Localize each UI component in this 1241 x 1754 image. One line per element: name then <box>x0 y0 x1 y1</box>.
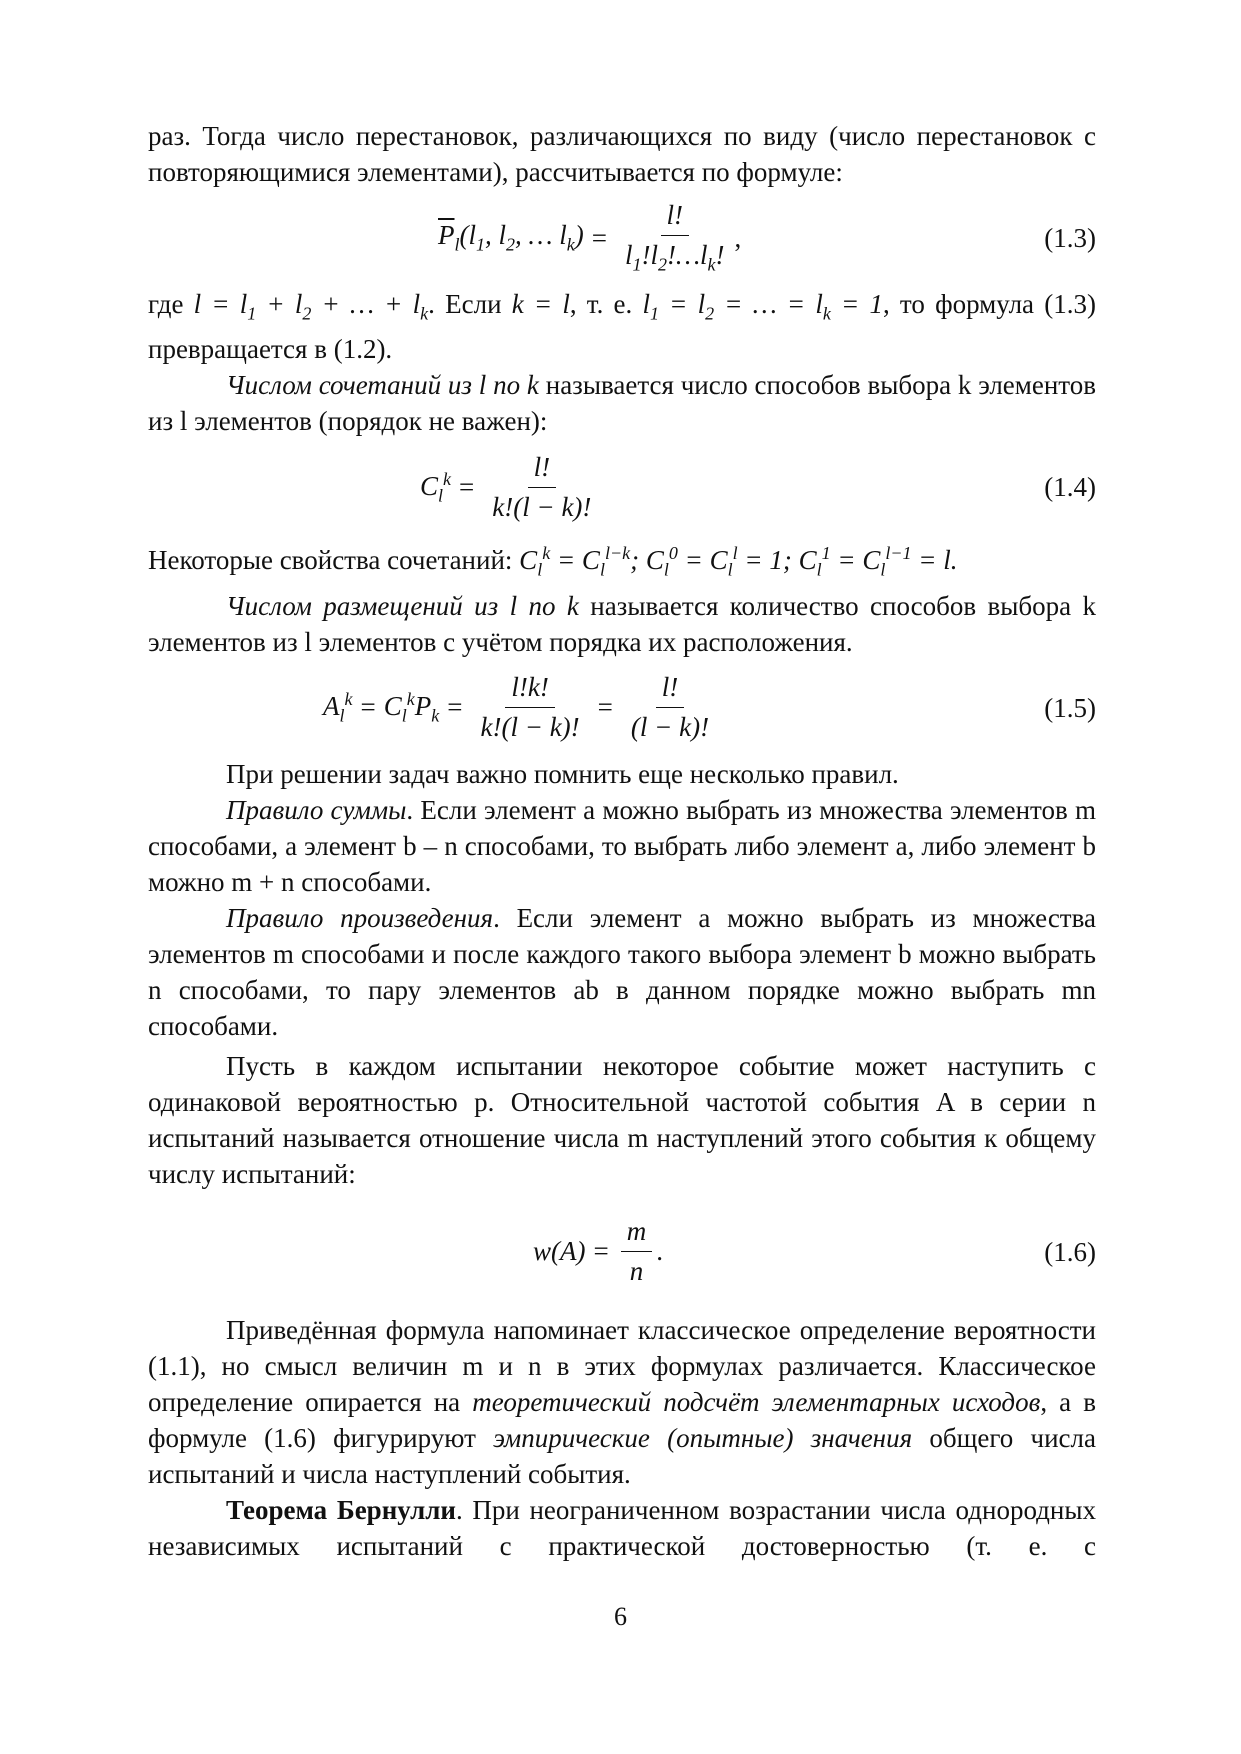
page-number: 6 <box>614 1602 627 1631</box>
paragraph-5: Числом размещений из l по k называется количество способов выбора k элементов из l элементов с учётом порядка их расположения. <box>148 590 1097 657</box>
paragraph-4: Некоторые свойства сочетаний: $C_l^k = C_l^{l-k}$; $C_l^0 = C_l^l = 1$; $C_l^1 = C_l^{l-1} = l$. <box>148 543 958 580</box>
paragraph-2: где $l = l_1 + l_2$ + … + $l_k$. Если k = l, т. е. $l_1 = l_2$ = … = $l_k = 1$, то формула (1.3) превращается в (1.2). <box>148 289 1096 365</box>
paragraph-3: Числом сочетаний из l по k называется число способов выбора k элементов из l элементов (порядок не важен): <box>148 370 1096 437</box>
formula-1-4 <box>148 439 1096 535</box>
paragraph-7: Правило суммы. Если элемент a можно выбрать из множества элементов m способами, а элемент b – n способами, то выбрать либо элемент a, либо элемент b можно m + n способами. <box>148 794 1096 897</box>
formula-1-5-body: $A_l^k$ = $C_l^kP_k$ = $\frac{l!k!}{k!(l - k)!}$ = $\frac{l!}{(l - k)!}$ <box>323 672 710 743</box>
formula-1-6-body: w(A) = $\frac{m}{n}$ . <box>533 1216 663 1287</box>
formula-1-6 <box>148 1192 1096 1312</box>
paragraph-8: Правило произведения. Если элемент a можно выбрать из множества элементов m способами и после каждого такого выбора элемент b можно выбрать n способами, то пару элементов ab в данном порядке можно выбрать mn способами. <box>148 902 1096 1041</box>
formula-1-4-number: (1.4) <box>1044 472 1096 503</box>
paragraph-11: Теорема Бернулли. При неограниченном возрастании числа однородных независимых испытаний с практической достоверностью (т. е. с <box>148 1494 1096 1561</box>
paragraph-10: Приведённая формула напоминает классическое определение вероятности (1.1), но смысл величин m и n в этих формулах различается. Классическое определение опирается на теоретический подсчёт элементарных исходов, а в формуле (1.6) фигурируют эмпирические (опытные) значения общего числа испытаний и числа наступлений события. <box>148 1314 1097 1489</box>
formula-1-5 <box>148 660 1096 756</box>
formula-1-5-number: (1.5) <box>1044 692 1096 723</box>
paragraph-9: Пусть в каждом испытании некоторое событие может наступить с одинаковой вероятностью p. Относительной частотой события A в серии n испытаний называется отношение числа m наступлений этого события к общему числу испытаний: <box>148 1050 1096 1189</box>
formula-1-3-number: (1.3) <box>1044 223 1096 253</box>
formula-1-3 <box>148 190 1096 286</box>
paragraph-6: При решении задач важно помнить еще несколько правил. <box>226 758 899 789</box>
formula-1-3-body: $\overline{P}_l(l_1$, $l_2$, … $l_k$) = $\frac{l!}{l_1!l_2!\dots l_k!}$ , <box>438 200 742 275</box>
paragraph-1: раз. Тогда число перестановок, различающихся по виду (число перестановок с повторяющимися элементами), рассчитывается по формуле: <box>148 121 1096 187</box>
formula-1-6-number: (1.6) <box>1044 1236 1096 1267</box>
formula-1-4-body: $C_l^k$ = $\frac{l!}{k!(l - k)!}$ <box>420 451 592 522</box>
page-content <box>148 118 1096 1564</box>
